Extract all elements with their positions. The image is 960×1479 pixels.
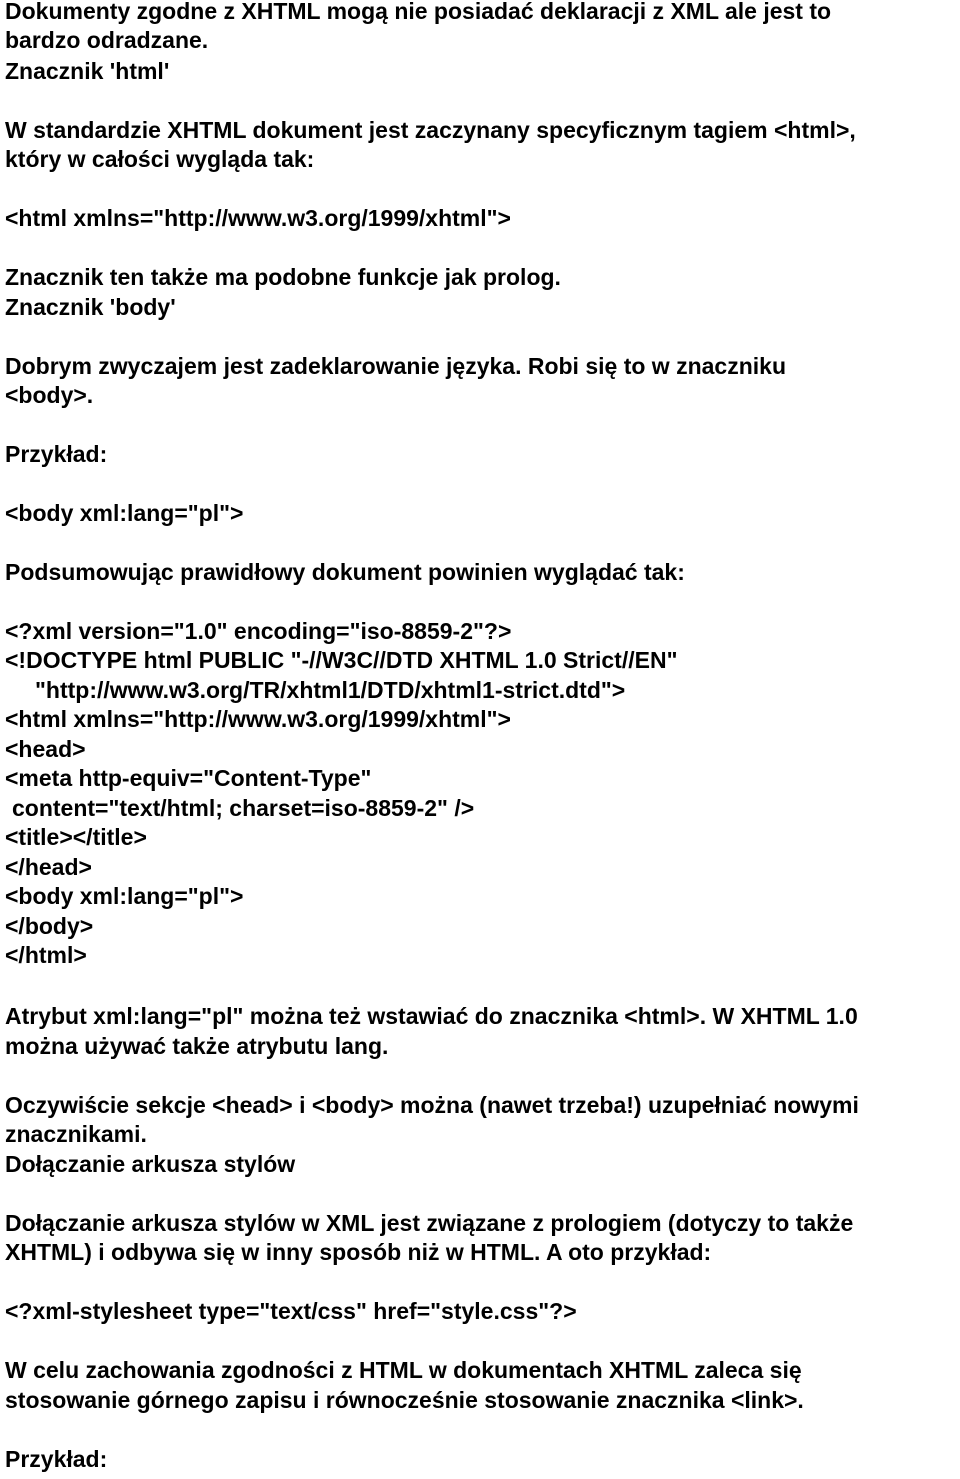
section-heading-stylesheet: Dołączanie arkusza stylów — [5, 1151, 296, 1177]
paragraph-line: Dobrym zwyczajem jest zadeklarowanie języka. Robi się to w znaczniku — [5, 353, 786, 379]
code-line: <head> — [5, 736, 86, 762]
paragraph-line: Dołączanie arkusza stylów w XML jest związane z prologiem (dotyczy to także — [5, 1210, 854, 1236]
example-label: Przykład: — [5, 441, 108, 467]
paragraph-line: Oczywiście sekcje <head> i <body> można (nawet trzeba!) uzupełniać nowymi — [5, 1092, 859, 1118]
paragraph-line: W standardzie XHTML dokument jest zaczynany specyficznym tagiem <html>, — [5, 117, 856, 143]
paragraph-line: <body>. — [5, 382, 94, 408]
paragraph-line: Dokumenty zgodne z XHTML mogą nie posiadać deklaracji z XML ale jest to — [5, 0, 832, 24]
paragraph-line: W celu zachowania zgodności z HTML w dokumentach XHTML zaleca się — [5, 1357, 802, 1383]
code-line: <body xml:lang="pl"> — [5, 883, 244, 909]
paragraph-line: Znacznik ten także ma podobne funkcje jak prolog. — [5, 264, 561, 290]
paragraph-line: Podsumowując prawidłowy dokument powinien wyglądać tak: — [5, 559, 685, 585]
code-line: "http://www.w3.org/TR/xhtml1/DTD/xhtml1-strict.dtd"> — [35, 677, 626, 703]
paragraph-line: bardzo odradzane. — [5, 27, 209, 53]
code-line: <meta http-equiv="Content-Type" — [5, 765, 372, 791]
code-line: <body xml:lang="pl"> — [5, 500, 244, 526]
code-line: </head> — [5, 854, 92, 880]
code-line: <?xml version="1.0" encoding="iso-8859-2"?> — [5, 618, 512, 644]
paragraph-line: Atrybut xml:lang="pl" można też wstawiać do znacznika <html>. W XHTML 1.0 — [5, 1003, 858, 1029]
paragraph-line: który w całości wygląda tak: — [5, 146, 315, 172]
code-line: <html xmlns="http://www.w3.org/1999/xhtml"> — [5, 706, 511, 732]
code-line: content="text/html; charset=iso-8859-2" /> — [12, 795, 475, 821]
code-line: <title></title> — [5, 824, 147, 850]
code-line: </body> — [5, 913, 94, 939]
section-heading-body: Znacznik 'body' — [5, 294, 176, 320]
code-line: <?xml-stylesheet type="text/css" href="style.css"?> — [5, 1298, 577, 1324]
paragraph-line: stosowanie górnego zapisu i równocześnie stosowanie znacznika <link>. — [5, 1387, 804, 1413]
code-line: <html xmlns="http://www.w3.org/1999/xhtml"> — [5, 205, 511, 231]
section-heading-html: Znacznik 'html' — [5, 58, 170, 84]
paragraph-line: można używać także atrybutu lang. — [5, 1033, 389, 1059]
paragraph-line: znacznikami. — [5, 1121, 147, 1147]
code-line: </html> — [5, 942, 87, 968]
example-label: Przykład: — [5, 1446, 108, 1472]
paragraph-line: XHTML) i odbywa się w inny sposób niż w HTML. A oto przykład: — [5, 1239, 712, 1265]
code-line: <!DOCTYPE html PUBLIC "-//W3C//DTD XHTML 1.0 Strict//EN" — [5, 647, 678, 673]
